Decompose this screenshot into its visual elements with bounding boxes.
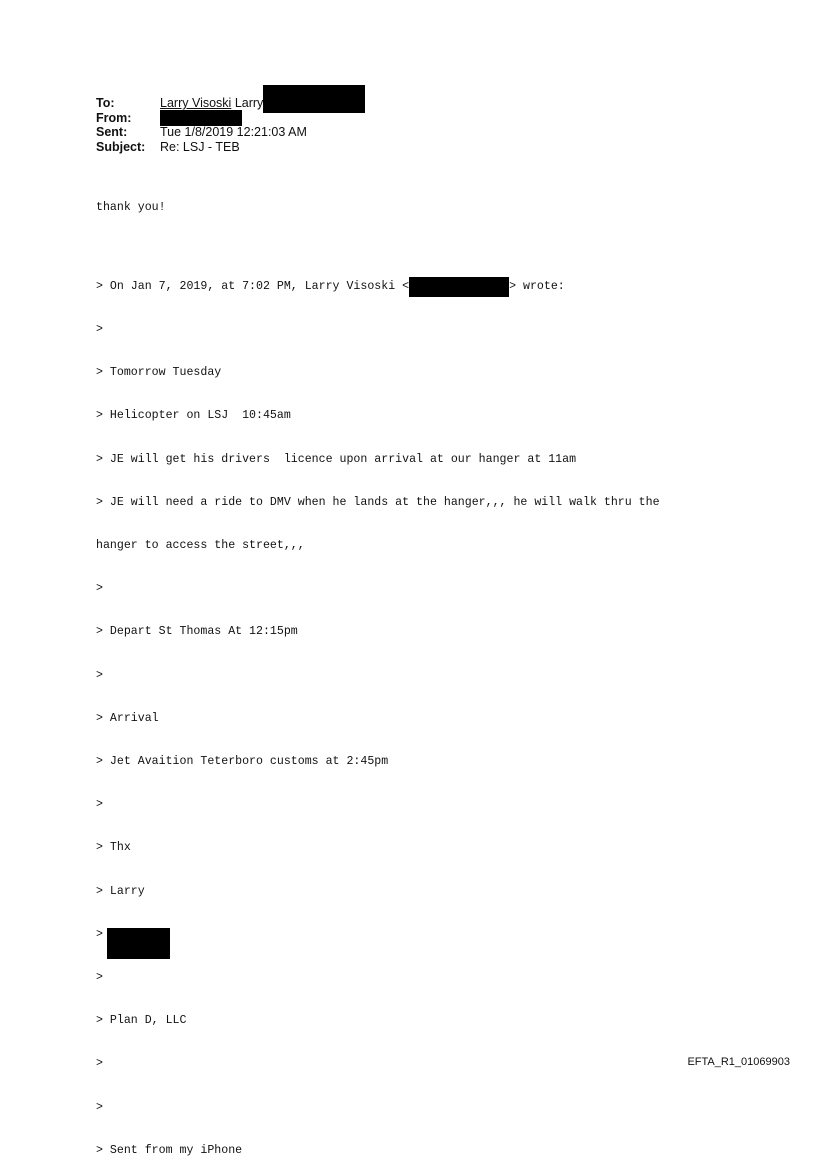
- quote-prefix: >: [96, 927, 103, 941]
- bates-number: EFTA_R1_01069903: [687, 1056, 790, 1068]
- email-header: [96, 96, 365, 154]
- quoted-line-redacted: [96, 971, 660, 985]
- reply-text: thank you!: [96, 200, 166, 214]
- quoted-line: >: [96, 1100, 103, 1114]
- quoted-line: >: [96, 1057, 103, 1071]
- to-row: [96, 96, 365, 111]
- quoted-line: > Tomorrow Tuesday: [96, 366, 222, 380]
- subject-row: [96, 140, 365, 155]
- to-label: To:: [96, 96, 115, 110]
- subject-label: Subject:: [96, 139, 146, 154]
- redaction-block: [263, 85, 365, 113]
- redaction-block: [409, 277, 509, 297]
- quoted-line: > Helicopter on LSJ 10:45am: [96, 409, 291, 423]
- redaction-block: [107, 928, 170, 959]
- quote-intro: [96, 280, 660, 294]
- quoted-line: > Depart St Thomas At 12:15pm: [96, 625, 298, 639]
- quote-intro-before: > On Jan 7, 2019, at 7:02 PM, Larry Visoski <: [96, 279, 410, 293]
- subject-value: Re: LSJ - TEB: [160, 139, 240, 154]
- quoted-line: > Arrival: [96, 711, 159, 725]
- redaction-block: [160, 110, 242, 126]
- email-body: [96, 172, 660, 1173]
- sent-row: [96, 125, 365, 140]
- quote-prefix: >: [96, 971, 103, 985]
- to-name-link[interactable]: Larry Visoski: [160, 96, 232, 110]
- quoted-line: > Plan D, LLC: [96, 1014, 187, 1028]
- to-name-2: Larry: [234, 96, 264, 110]
- sent-value: Tue 1/8/2019 12:21:03 AM: [160, 125, 307, 139]
- quoted-line: > Larry: [96, 884, 145, 898]
- quoted-line: > Thx: [96, 841, 131, 855]
- quoted-line: >: [96, 323, 103, 337]
- quoted-line: >: [96, 582, 103, 596]
- quoted-line-redacted: [96, 928, 660, 942]
- quote-intro-after: > wrote:: [509, 279, 565, 293]
- quoted-line: > JE will need a ride to DMV when he lands at the hanger,,, he will walk thru the: [96, 495, 660, 509]
- quoted-line: > Jet Avaition Teterboro customs at 2:45pm: [96, 755, 389, 769]
- quoted-line: >: [96, 798, 103, 812]
- sent-label: Sent:: [96, 125, 128, 139]
- quoted-line: hanger to access the street,,,: [96, 539, 305, 553]
- from-label: From:: [96, 110, 132, 125]
- quoted-line: > JE will get his drivers licence upon arrival at our hanger at 11am: [96, 452, 577, 466]
- quoted-line: > Sent from my iPhone: [96, 1143, 243, 1157]
- quoted-line: >: [96, 668, 103, 682]
